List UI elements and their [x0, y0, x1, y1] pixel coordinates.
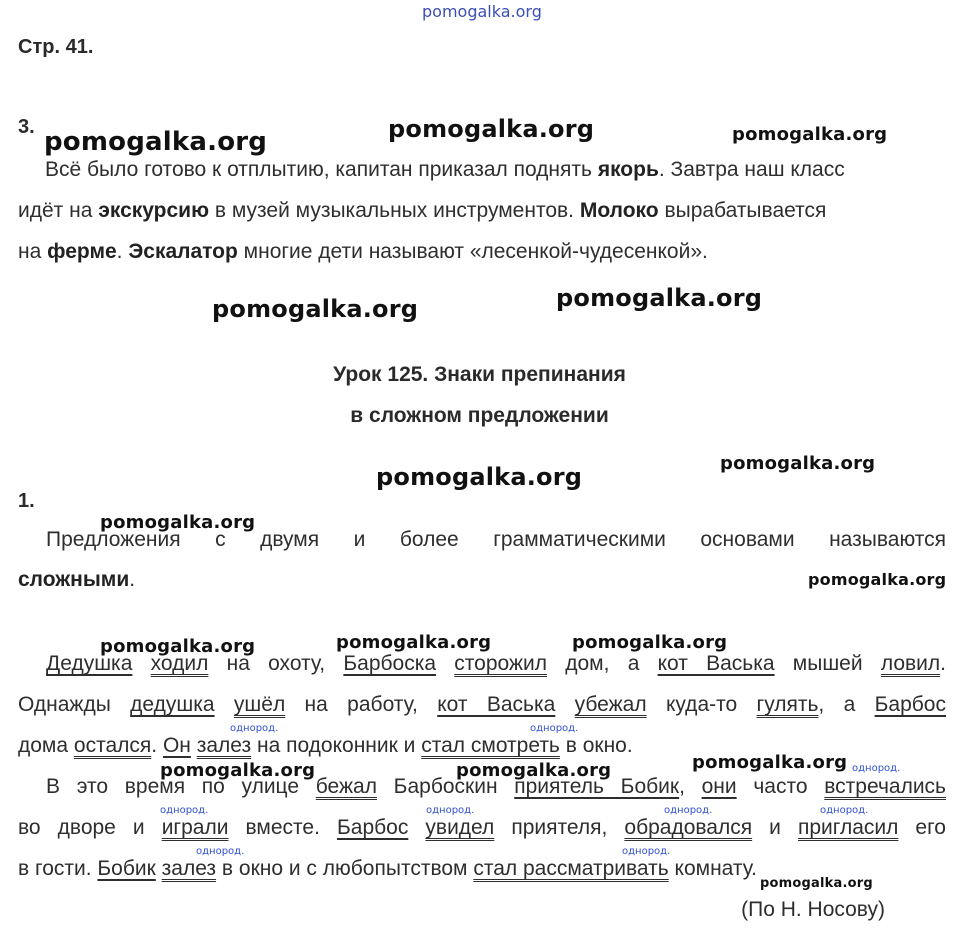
watermark-text: pomogalka.org: [760, 876, 873, 891]
watermark-text: pomogalka.org: [572, 632, 728, 653]
story-line-5: во дворе и играли вместе. Барбос увидел приятеля, обрадовался и пригласил его: [18, 816, 946, 839]
subject: Барбос: [874, 693, 946, 716]
subject: они: [701, 775, 737, 798]
watermark-text: pomogalka.org: [456, 760, 612, 781]
story-line-4: В это время по улице бежал Барбоскин приятель Бобик, они часто встречались: [46, 775, 946, 798]
watermark-text: pomogalka.org: [100, 636, 256, 657]
predicate: стал рассматривать: [473, 857, 669, 880]
watermark-text: pomogalka.org: [720, 453, 876, 474]
homogeneous-label: однород.: [820, 805, 869, 816]
predicate: ловил: [880, 652, 941, 675]
watermark-text: pomogalka.org: [692, 752, 848, 773]
story-line-2: Однажды дедушка ушёл на работу, кот Васька убежал куда-то гулять, а Барбос: [18, 693, 946, 716]
subject: Бобик: [97, 857, 156, 880]
homogeneous-label: однород.: [196, 846, 245, 857]
predicate: ушёл: [233, 693, 286, 716]
subject: Барбоска: [343, 652, 437, 675]
predicate: остался: [73, 734, 152, 757]
homogeneous-label: однород.: [426, 805, 475, 816]
homogeneous-label: однород.: [664, 805, 713, 816]
ex3-line-2: идёт на экскурсию в музей музыкальных инструментов. Молоко вырабатывается: [18, 199, 827, 222]
watermark-text: pomogalka.org: [336, 632, 492, 653]
watermark-top: pomogalka.org: [422, 2, 542, 21]
bold-word: Эскалатор: [128, 240, 238, 263]
story-line-6: в гости. Бобик залез в окно и с любопытством стал рассматривать комнату.: [18, 857, 757, 880]
subject: дедушка: [130, 693, 215, 716]
subject: Он: [162, 734, 191, 757]
watermark-text: pomogalka.org: [100, 512, 256, 533]
predicate: бежал: [315, 775, 377, 798]
predicate: играли: [161, 816, 229, 839]
exercise-1-number: 1.: [18, 490, 35, 512]
story-line-1: Дедушка ходил на охоту, Барбоска сторожил дом, а кот Васька мышей ловил.: [46, 652, 946, 675]
predicate: стал смотреть: [421, 734, 560, 757]
story-line-3: дома остался. Он залез на подоконник и стал смотреть в окно.: [18, 734, 633, 757]
subject: кот Васька: [437, 693, 556, 716]
bold-word: ферме: [47, 240, 117, 263]
predicate: залез: [196, 734, 252, 757]
watermark-text: pomogalka.org: [376, 463, 583, 491]
watermark-text: pomogalka.org: [212, 295, 419, 323]
bold-word: Молоко: [579, 199, 659, 222]
homogeneous-label: однород.: [530, 723, 579, 734]
homogeneous-label: однород.: [622, 846, 671, 857]
predicate: пригласил: [797, 816, 899, 839]
watermark-text: pomogalka.org: [732, 124, 888, 145]
watermark-text: pomogalka.org: [160, 760, 316, 781]
bold-word: якорь: [597, 158, 659, 181]
predicate: гулять: [756, 693, 819, 716]
source-citation: (По Н. Носову): [741, 898, 885, 921]
predicate: увидел: [425, 816, 495, 839]
exercise-3-number: 3.: [18, 116, 35, 138]
page-reference: Стр. 41.: [18, 36, 94, 58]
predicate: сторожил: [454, 652, 548, 675]
ex3-line-1: Всё было готово к отплытию, капитан приказал поднять якорь. Завтра наш класс: [45, 158, 845, 181]
homogeneous-label: однород.: [230, 723, 279, 734]
watermark-text: pomogalka.org: [44, 127, 268, 157]
ex1-line-1: Предложения с двумя и более грамматическими основами называются: [46, 528, 946, 551]
homogeneous-label: однород.: [160, 805, 209, 816]
homogeneous-label: однород.: [852, 763, 901, 774]
ex3-line-3: на ферме. Эскалатор многие дети называют «лесенкой-чудесенкой».: [18, 240, 708, 263]
subject: кот Васька: [657, 652, 775, 675]
lesson-title-line-2: в сложном предложении: [350, 404, 609, 427]
bold-word: экскурсию: [98, 199, 210, 222]
predicate: ходил: [150, 652, 209, 675]
watermark-text: pomogalka.org: [556, 284, 763, 312]
subject: Дедушка: [46, 652, 133, 675]
predicate: убежал: [574, 693, 647, 716]
watermark-text: pomogalka.org: [388, 115, 595, 143]
predicate: встречались: [824, 775, 946, 798]
lesson-title-line-1: Урок 125. Знаки препинания: [333, 363, 626, 386]
watermark-text: pomogalka.org: [808, 570, 947, 589]
subject: приятель Бобик: [514, 775, 680, 798]
predicate: обрадовался: [624, 816, 753, 839]
subject: Барбос: [336, 816, 409, 839]
ex1-line-2: сложными.: [18, 568, 136, 591]
bold-word: сложными: [18, 568, 130, 591]
predicate: залез: [161, 857, 217, 880]
